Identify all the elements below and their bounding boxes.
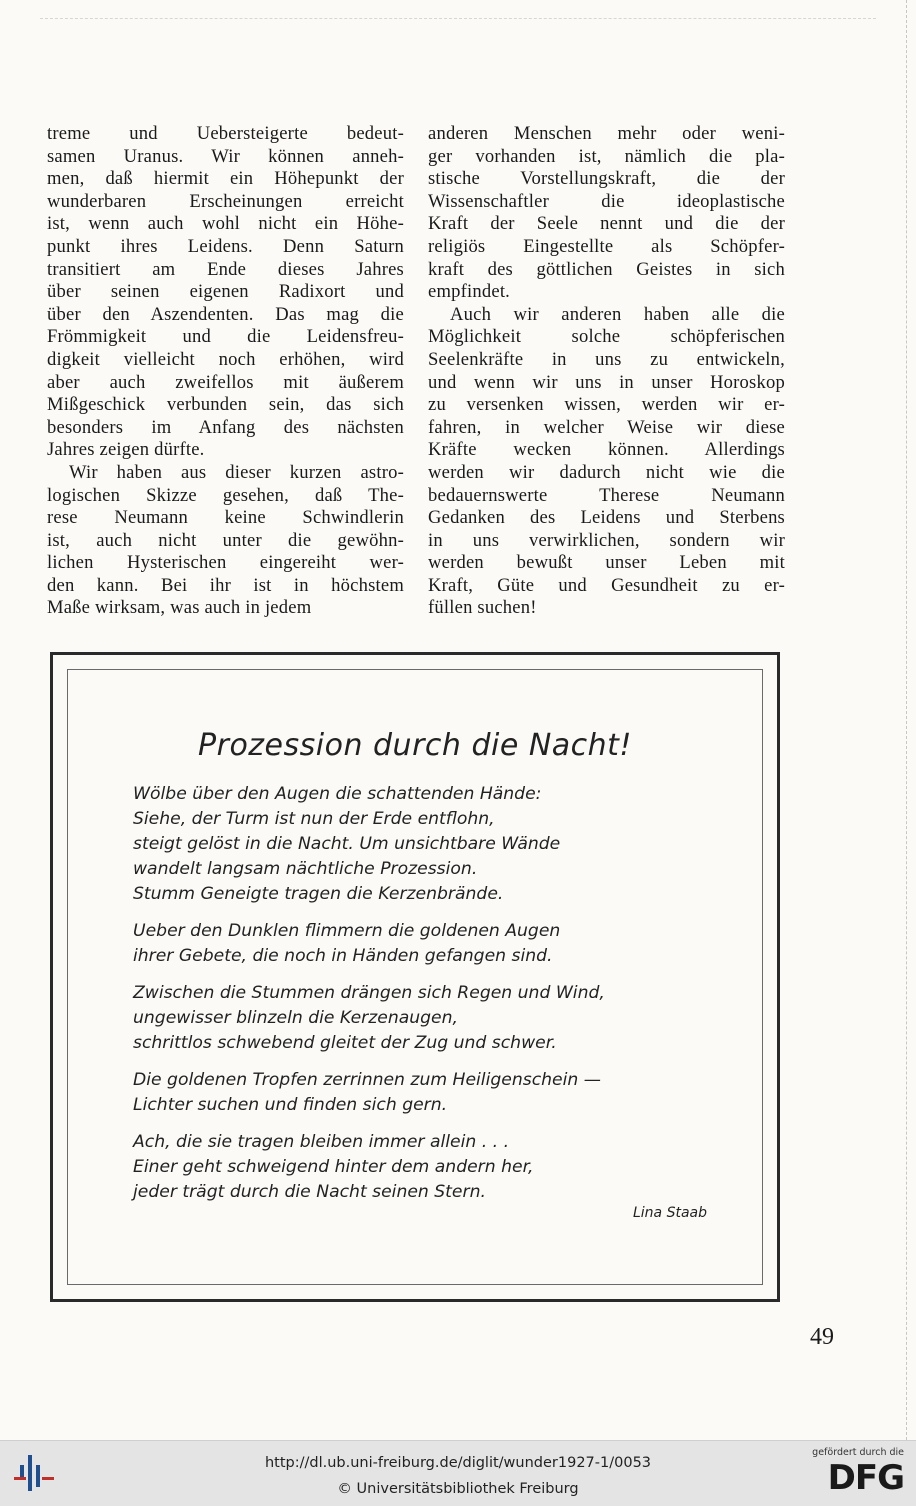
- text-line: digkeit vielleicht noch erhöhen, wird: [47, 348, 404, 370]
- permalink-url[interactable]: http://dl.ub.uni-freiburg.de/diglit/wunder1927-1/0053: [264, 1455, 652, 1471]
- poem-stanza: [133, 1130, 693, 1205]
- text-line: transitiert am Ende dieses Jahres: [47, 258, 404, 280]
- poem-line: ungewisser blinzeln die Kerzenaugen,: [133, 1008, 458, 1028]
- text-line: Mißgeschick verbunden sein, das sich: [47, 394, 404, 416]
- text-line: Kraft, Güte und Gesundheit zu er-: [428, 574, 785, 596]
- text-line: über den Aszendenten. Das mag die: [47, 303, 404, 325]
- text-line: stische Vorstellungskraft, die der: [428, 168, 785, 190]
- poem-line: Einer geht schweigend hinter dem andern her,: [133, 1157, 534, 1177]
- text-line: ist, auch nicht unter die gewöhn-: [47, 529, 404, 551]
- poem-stanza: [133, 1068, 693, 1118]
- left-paragraph: [47, 462, 404, 620]
- text-line: werden wir dadurch nicht wie die: [428, 461, 785, 483]
- poem-line: Die goldenen Tropfen zerrinnen zum Heiligenschein —: [133, 1070, 601, 1090]
- text-line: Seelenkräfte in uns zu entwickeln,: [428, 348, 785, 370]
- text-line: fahren, in welcher Weise wir diese: [428, 416, 785, 438]
- right-paragraph: [428, 123, 785, 304]
- poem-line: Zwischen die Stummen drängen sich Regen und Wind,: [133, 983, 605, 1003]
- text-line: bedauernswerte Therese Neumann: [428, 484, 785, 506]
- poem-line: Ach, die sie tragen bleiben immer allein . . .: [133, 1132, 510, 1152]
- text-line: den kann. Bei ihr ist in höchstem: [47, 574, 404, 596]
- text-line: Möglichkeit solche schöpferischen: [428, 326, 785, 348]
- text-line: Maße wirksam, was auch in jedem: [47, 597, 312, 619]
- text-line: aber auch zweifellos mit äußerem: [47, 371, 404, 393]
- copyright-notice: © Universitätsbibliothek Freiburg: [337, 1481, 579, 1497]
- text-line: Wir haben aus dieser kurzen astro-: [69, 461, 404, 483]
- dfg-caption: gefördert durch die: [812, 1447, 904, 1458]
- text-line: lichen Hysterischen eingereiht wer-: [47, 552, 404, 574]
- poem-line: Lichter suchen und finden sich gern.: [133, 1095, 448, 1115]
- right-column: [428, 123, 785, 620]
- page-number: 49: [810, 1324, 834, 1350]
- poem-stanza: [133, 981, 693, 1056]
- text-line: logischen Skizze gesehen, daß The-: [47, 484, 404, 506]
- poem-body: [133, 782, 693, 1217]
- text-line: ger vorhanden ist, nämlich die pla-: [428, 145, 785, 167]
- text-line: Wissenschaftler die ideoplastische: [428, 190, 785, 212]
- text-line: und wenn wir uns in unser Horoskop: [428, 371, 785, 393]
- poem-author: Lina Staab: [632, 1205, 707, 1221]
- footer-bar: [0, 1440, 916, 1506]
- poem-line: Stumm Geneigte tragen die Kerzenbrände.: [133, 884, 504, 904]
- text-line: werden bewußt unser Leben mit: [428, 552, 785, 574]
- text-line: füllen suchen!: [428, 597, 537, 619]
- poem-line: schrittlos schwebend gleitet der Zug und schwer.: [133, 1033, 557, 1053]
- text-line: ist, wenn auch wohl nicht ein Höhe-: [47, 213, 404, 235]
- text-line: wunderbaren Erscheinungen erreicht: [47, 190, 404, 212]
- text-line: religiös Eingestellte als Schöpfer-: [428, 235, 785, 257]
- text-line: über seinen eigenen Radixort und: [47, 281, 404, 303]
- dfg-badge: [808, 1447, 904, 1497]
- text-line: kraft des göttlichen Geistes in sich: [428, 258, 785, 280]
- poem-line: ihrer Gebete, die noch in Händen gefangen sind.: [133, 946, 553, 966]
- poem-line: steigt gelöst in die Nacht. Um unsichtbare Wände: [133, 834, 561, 854]
- text-line: men, daß hiermit ein Höhepunkt der: [47, 168, 404, 190]
- left-paragraph: [47, 123, 404, 462]
- poem-stanza: [133, 919, 693, 969]
- dfg-logo: DFG: [827, 1458, 904, 1498]
- right-paragraph: [428, 304, 785, 620]
- text-line: Gedanken des Leidens und Sterbens: [428, 507, 785, 529]
- poem-line: wandelt langsam nächtliche Prozession.: [133, 859, 478, 879]
- text-line: anderen Menschen mehr oder weni-: [428, 123, 785, 144]
- poem-line: Siehe, der Turm ist nun der Erde entflohn,: [133, 809, 495, 829]
- poem-line: Wölbe über den Augen die schattenden Hände:: [133, 784, 542, 804]
- text-line: in uns verwirklichen, sondern wir: [428, 529, 785, 551]
- poem-stanza: [133, 782, 693, 907]
- poem-frame: [50, 652, 780, 1302]
- left-column: [47, 123, 404, 620]
- text-line: empfindet.: [428, 281, 511, 303]
- poem-line: jeder trägt durch die Nacht seinen Stern.: [133, 1182, 486, 1202]
- text-line: Kraft der Seele nennt und die der: [428, 213, 785, 235]
- text-line: zu versenken wissen, werden wir er-: [428, 394, 785, 416]
- poem-line: Ueber den Dunklen flimmern die goldenen Augen: [133, 921, 561, 941]
- text-line: Frömmigkeit und die Leidensfreu-: [47, 326, 404, 348]
- text-line: punkt ihres Leidens. Denn Saturn: [47, 235, 404, 257]
- text-line: Auch wir anderen haben alle die: [450, 303, 785, 325]
- text-line: Kräfte wecken können. Allerdings: [428, 439, 785, 461]
- top-rule: [40, 18, 876, 19]
- poem-title: Prozession durch die Nacht!: [198, 728, 632, 763]
- text-line: besonders im Anfang des nächsten: [47, 416, 404, 438]
- text-line: Jahres zeigen dürfte.: [47, 439, 205, 461]
- page-edge: [906, 0, 908, 1440]
- text-line: treme und Uebersteigerte bedeut-: [47, 123, 404, 144]
- text-line: rese Neumann keine Schwindlerin: [47, 507, 404, 529]
- text-line: samen Uranus. Wir können anneh-: [47, 145, 404, 167]
